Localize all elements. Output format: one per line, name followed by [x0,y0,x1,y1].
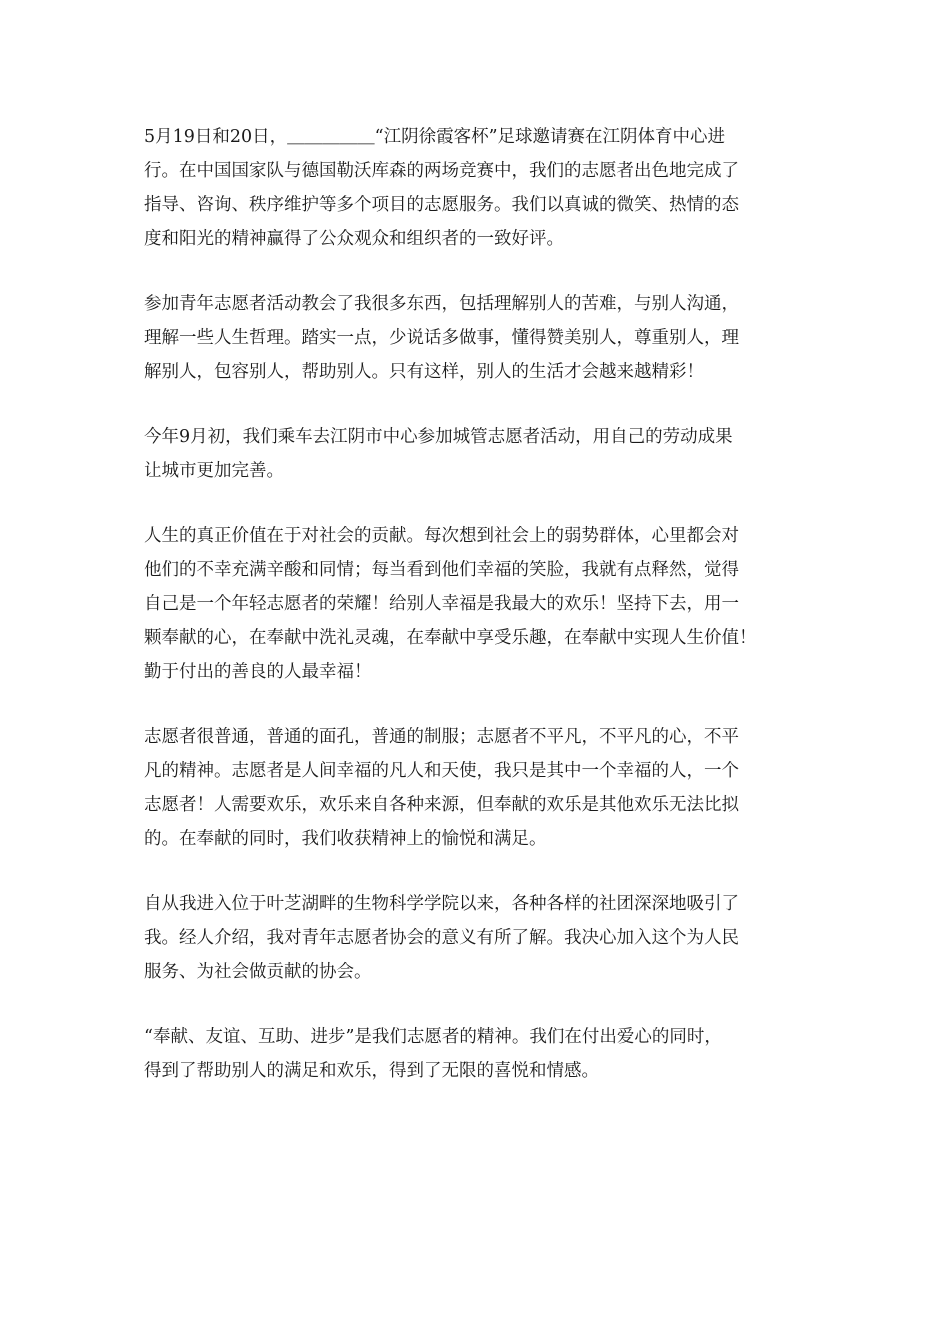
text-line: 理解一些人生哲理。踏实一点，少说话多做事，懂得赞美别人，尊重别人，理 [144,328,739,348]
paragraph-life-value [144,519,810,689]
text-line: 度和阳光的精神赢得了公众观众和组织者的一致好评。 [144,229,564,249]
text-line: 解别人，包容别人，帮助别人。只有这样，别人的生活才会越来越精彩！ [144,362,704,382]
text-line: 行。在中国国家队与德国勒沃库森的两场竞赛中，我们的志愿者出色地完成了 [144,161,739,181]
text-line: 人生的真正价值在于对社会的贡献。每次想到社会上的弱势群体，心里都会对 [144,526,739,546]
text-line: 的。在奉献的同时，我们收获精神上的愉悦和满足。 [144,829,547,849]
text-line: 服务、为社会做贡献的协会。 [144,962,372,982]
text-line: “奉献、友谊、互助、进步”是我们志愿者的精神。我们在付出爱心的同时， [144,1027,722,1047]
text-line: 他们的不幸充满辛酸和同情；每当看到他们幸福的笑脸，我就有点释然，觉得 [144,560,739,580]
paragraph-football-tournament [144,120,810,256]
text-line: 自己是一个年轻志愿者的荣耀！给别人幸福是我最大的欢乐！坚持下去，用一 [144,594,739,614]
paragraph-joining-association [144,887,810,989]
text-line: 凡的精神。志愿者是人间幸福的凡人和天使，我只是其中一个幸福的人，一个 [144,761,739,781]
text-line: 让城市更加完善。 [144,461,284,481]
document-body [144,120,810,1119]
text-line: 勤于付出的善良的人最幸福！ [144,662,372,682]
text-line: 志愿者！人需要欢乐，欢乐来自各种来源，但奉献的欢乐是其他欢乐无法比拟 [144,795,739,815]
text-line: 颗奉献的心，在奉献中洗礼灵魂，在奉献中享受乐趣，在奉献中实现人生价值！ [144,628,757,648]
paragraph-lessons-learned [144,287,810,389]
text-line: 自从我进入位于叶芝湖畔的生物科学学院以来，各种各样的社团深深地吸引了 [144,894,739,914]
text-line: 参加青年志愿者活动教会了我很多东西，包括理解别人的苦难，与别人沟通， [144,294,739,314]
text-line: 指导、咨询、秩序维护等多个项目的志愿服务。我们以真诚的微笑、热情的态 [144,195,739,215]
paragraph-city-management [144,420,810,488]
text-line: 今年9月初，我们乘车去江阴市中心参加城管志愿者活动，用自己的劳动成果 [144,427,733,447]
text-line: 5月19日和20日，＿＿＿＿＿“江阴徐霞客杯”足球邀请赛在江阴体育中心进 [144,127,726,147]
paragraph-volunteer-spirit [144,1020,810,1088]
text-line: 我。经人介绍，我对青年志愿者协会的意义有所了解。我决心加入这个为人民 [144,928,739,948]
paragraph-ordinary-volunteers [144,720,810,856]
text-line: 志愿者很普通，普通的面孔，普通的制服；志愿者不平凡，不平凡的心，不平 [144,727,739,747]
text-line: 得到了帮助别人的满足和欢乐，得到了无限的喜悦和情感。 [144,1061,599,1081]
